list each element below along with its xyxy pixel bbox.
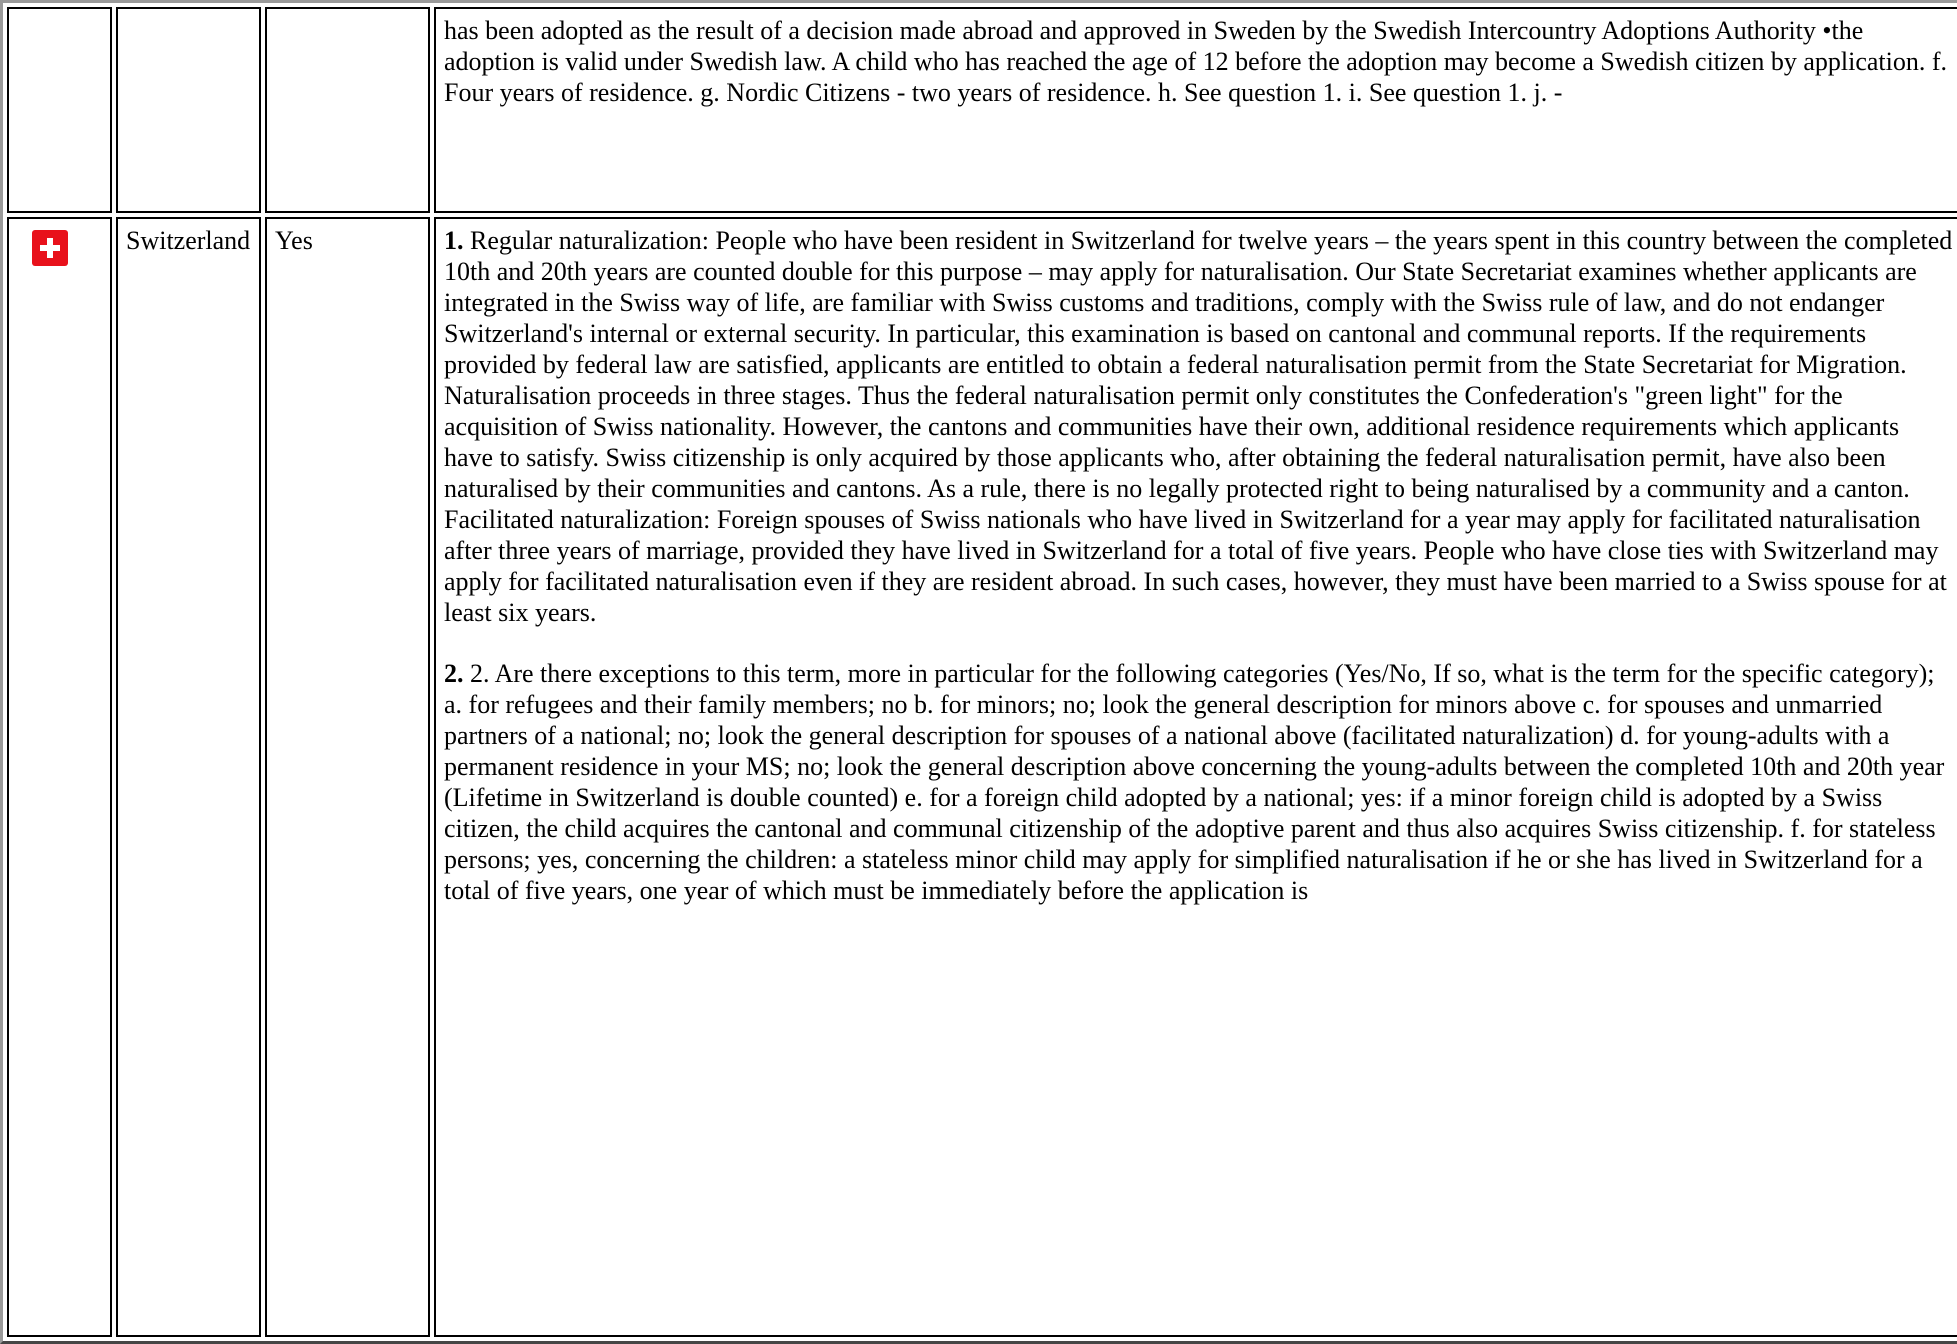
flag-cell — [7, 7, 112, 213]
dual-citizenship-cell — [265, 7, 430, 213]
details-cell — [434, 7, 1957, 213]
table-row — [7, 217, 1957, 1337]
flag-cell — [7, 217, 112, 1337]
details-text: has been adopted as the result of a decision made abroad and approved in Sweden by the Swedish Intercountry Adoptions Authority •the adoption is valid under Swedish law. A child who has reached the age of 12 before the adoption may become a Swedish citizen by application. f. Four years of residence. g. Nordic Citizens - two years of residence. h. See question 1. i. See question 1. j. - — [444, 16, 1948, 107]
answer-text: Regular naturalization: People who have been resident in Switzerland for twelve years – the years spent in this country between the completed 10th and 20th years are counted double for this purpose – may apply for naturalisation. Our State Secretariat examines whether applicants are integrated in the Swiss way of life, are familiar with Swiss customs and traditions, comply with the Swiss rule of law, and do not endanger Switzerland's internal or external security. In particular, this examination is based on cantonal and communal reports. If the requirements provided by federal law are satisfied, applicants are entitled to obtain a federal naturalisation permit from the State Secretariat for Migration. Naturalisation proceeds in three stages. Thus the federal naturalisation permit only constitutes the Confederation's "green light" for the acquisition of Swiss nationality. However, the cantons and communities have their own, additional residence requirements which applicants have to satisfy. Swiss citizenship is only acquired by those applicants who, after obtaining the federal naturalisation permit, have also been naturalised by their communities and cantons. As a rule, there is no legally protected right to being naturalised by a community and a canton. Facilitated naturalization: Foreign spouses of Swiss nationals who have lived in Switzerland for a year may apply for facilitated naturalisation after three years of marriage, provided they have lived in Switzerland for a total of five years. People who have close ties with Switzerland may apply for facilitated naturalisation even if they are resident abroad. In such cases, however, they must have been married to a Swiss spouse for at least six years. — [444, 226, 1953, 627]
answer-paragraph-2 — [444, 658, 1954, 906]
dual-citizenship-cell: Yes — [265, 217, 430, 1337]
switzerland-flag-icon — [32, 230, 68, 266]
table-row — [7, 7, 1957, 213]
answer-text: 2. Are there exceptions to this term, more in particular for the following categories (Yes/No, If so, what is the term for the specific category); a. for refugees and their family members; no b. for minors; no; look the general description for minors above c. for spouses and unmarried partners of a national; no; look the general description for spouses of a national above (facilitated naturalization) d. for young-adults with a permanent residence in your MS; no; look the general description above concerning the young-adults between the completed 10th and 20th year (Lifetime in Switzerland is double counted) e. for a foreign child adopted by a national; yes: if a minor foreign child is adopted by a Swiss citizen, the child acquires the cantonal and communal citizenship of the adoptive parent and thus also acquires Swiss citizenship. f. for stateless persons; yes, concerning the children: a stateless minor child may apply for simplified naturalisation if he or she has lived in Switzerland for a total of five years, one year of which must be immediately before the application is — [444, 659, 1945, 905]
country-cell: Switzerland — [116, 217, 261, 1337]
answer-number: 1. — [444, 226, 464, 255]
country-cell — [116, 7, 261, 213]
details-cell — [434, 217, 1957, 1337]
answer-number: 2. — [444, 659, 464, 688]
answer-paragraph-1 — [444, 225, 1954, 628]
